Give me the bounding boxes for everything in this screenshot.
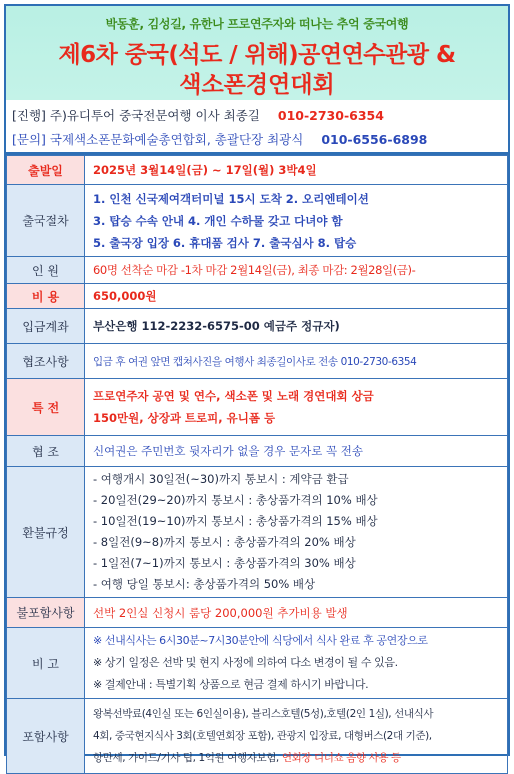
included-last-prefix: 항만세, 가이드/기사 팁, 1억원 여행자보험, [93, 752, 279, 764]
flyer-header [6, 6, 508, 100]
value-people: 60명 선착순 마감 -1차 마감 2월14일(금), 최종 마감: 2월28일(금)- [85, 257, 508, 284]
host-phone: 010-2730-6354 [277, 108, 384, 123]
label-assist: 협 조 [7, 436, 85, 467]
inquiry-label: [문의] 국제색소폰문화예술총연합회, 총괄단장 최광식 [12, 132, 304, 147]
row-refund [7, 467, 508, 598]
refund-line: - 8일전(9~8)까지 통보시 : 총상품가격의 20% 배상 [93, 535, 356, 549]
procedure-line: 1. 인천 신국제여객터미널 15시 도착 2. 오리엔테이션 [93, 191, 369, 206]
label-special: 특 전 [7, 379, 85, 436]
value-notes [85, 628, 508, 699]
host-label: [진행] 주)유디투어 중국전문여행 이사 최종길 [12, 108, 260, 123]
notes-line: ※ 선내식사는 6시30분~7시30분안에 식당에서 식사 완료 후 공연장으로 [93, 634, 428, 647]
value-excluded: 선박 2인실 신청시 룸당 200,000원 추가비용 발생 [85, 598, 508, 628]
header-subtitle: 박동훈, 김성길, 유한나 프로연주자와 떠나는 추억 중국여행 [105, 17, 409, 31]
info-table [6, 155, 508, 774]
label-excluded: 불포함사항 [7, 598, 85, 628]
refund-line: - 10일전(19~10)까지 통보시 : 총상품가격의 15% 배상 [93, 514, 378, 528]
value-cooperation: 입금 후 여권 앞면 캡쳐사진을 여행사 최종길이사로 전송 010-2730-6354 [85, 344, 508, 379]
header-title-line2: 색소폰경연대회 [179, 72, 335, 98]
header-title-line1: 제6차 중국(석도 / 위해)공연연수관광 & [58, 42, 456, 68]
value-cost: 650,000원 [85, 284, 508, 309]
value-account: 부산은행 112-2232-6575-00 예금주 정규자) [85, 309, 508, 344]
row-cost [7, 284, 508, 309]
notes-line: ※ 결제안내 : 특별기획 상품으로 현금 결제 하시기 바랍니다. [93, 678, 369, 691]
row-included [7, 699, 508, 774]
label-people: 인 원 [7, 257, 85, 284]
refund-line: - 여행 당일 통보시: 총상품가격의 50% 배상 [93, 577, 316, 591]
label-departure: 출발일 [7, 156, 85, 185]
host-contact [6, 104, 508, 128]
row-excluded [7, 598, 508, 628]
label-account: 입금계좌 [7, 309, 85, 344]
value-procedure [85, 185, 508, 257]
flyer [4, 4, 510, 764]
included-line-last [93, 747, 499, 769]
notes-line: ※ 상기 일정은 선박 및 현지 사정에 의하여 다소 변경이 될 수 있음. [93, 656, 398, 669]
value-included [85, 699, 508, 774]
procedure-line: 3. 탑승 수속 안내 4. 개인 수하물 갖고 다녀야 함 [93, 213, 343, 228]
special-line: 150만원, 상장과 트로피, 유니폼 등 [93, 411, 276, 425]
refund-line: - 여행개시 30일전(~30)까지 통보시 : 계약금 환급 [93, 472, 349, 486]
row-departure [7, 156, 508, 185]
label-included: 포함사항 [7, 699, 85, 774]
value-departure: 2025년 3월14일(금) ~ 17일(월) 3박4일 [85, 156, 508, 185]
label-cost: 비 용 [7, 284, 85, 309]
row-account [7, 309, 508, 344]
included-line: 4회, 중국현지식사 3회(호텔연회장 포함), 관광지 입장료, 대형버스(2대 기준), [93, 730, 432, 742]
refund-line: - 1일전(7~1)까지 통보시 : 총상품가격의 30% 배상 [93, 556, 356, 570]
value-refund [85, 467, 508, 598]
inquiry-phone: 010-6556-6898 [321, 132, 428, 147]
included-line: 왕복선박료(4인실 또는 6인실이용), 블리스호텔(5성),호텔(2인 1실), 선내식사 [93, 708, 434, 720]
special-line: 프로연주자 공연 및 연수, 색소폰 및 노래 경연대회 상금 [93, 389, 374, 403]
value-assist: 신여권은 주민번호 뒷자리가 없을 경우 문자로 꼭 전송 [85, 436, 508, 467]
label-notes: 비 고 [7, 628, 85, 699]
row-cooperation [7, 344, 508, 379]
row-procedure [7, 185, 508, 257]
value-special [85, 379, 508, 436]
label-cooperation: 협조사항 [7, 344, 85, 379]
procedure-line: 5. 출국장 입장 6. 휴대품 검사 7. 출국심사 8. 탑승 [93, 235, 357, 250]
inquiry-contact [6, 128, 508, 152]
row-notes [7, 628, 508, 699]
label-procedure: 출국절차 [7, 185, 85, 257]
label-refund: 환불규정 [7, 467, 85, 598]
row-assist [7, 436, 508, 467]
included-last-highlight: 연회장 디너쇼 음향 사용 등 [281, 752, 401, 764]
row-special [7, 379, 508, 436]
row-people [7, 257, 508, 284]
refund-line: - 20일전(29~20)까지 통보시 : 총상품가격의 10% 배상 [93, 493, 378, 507]
